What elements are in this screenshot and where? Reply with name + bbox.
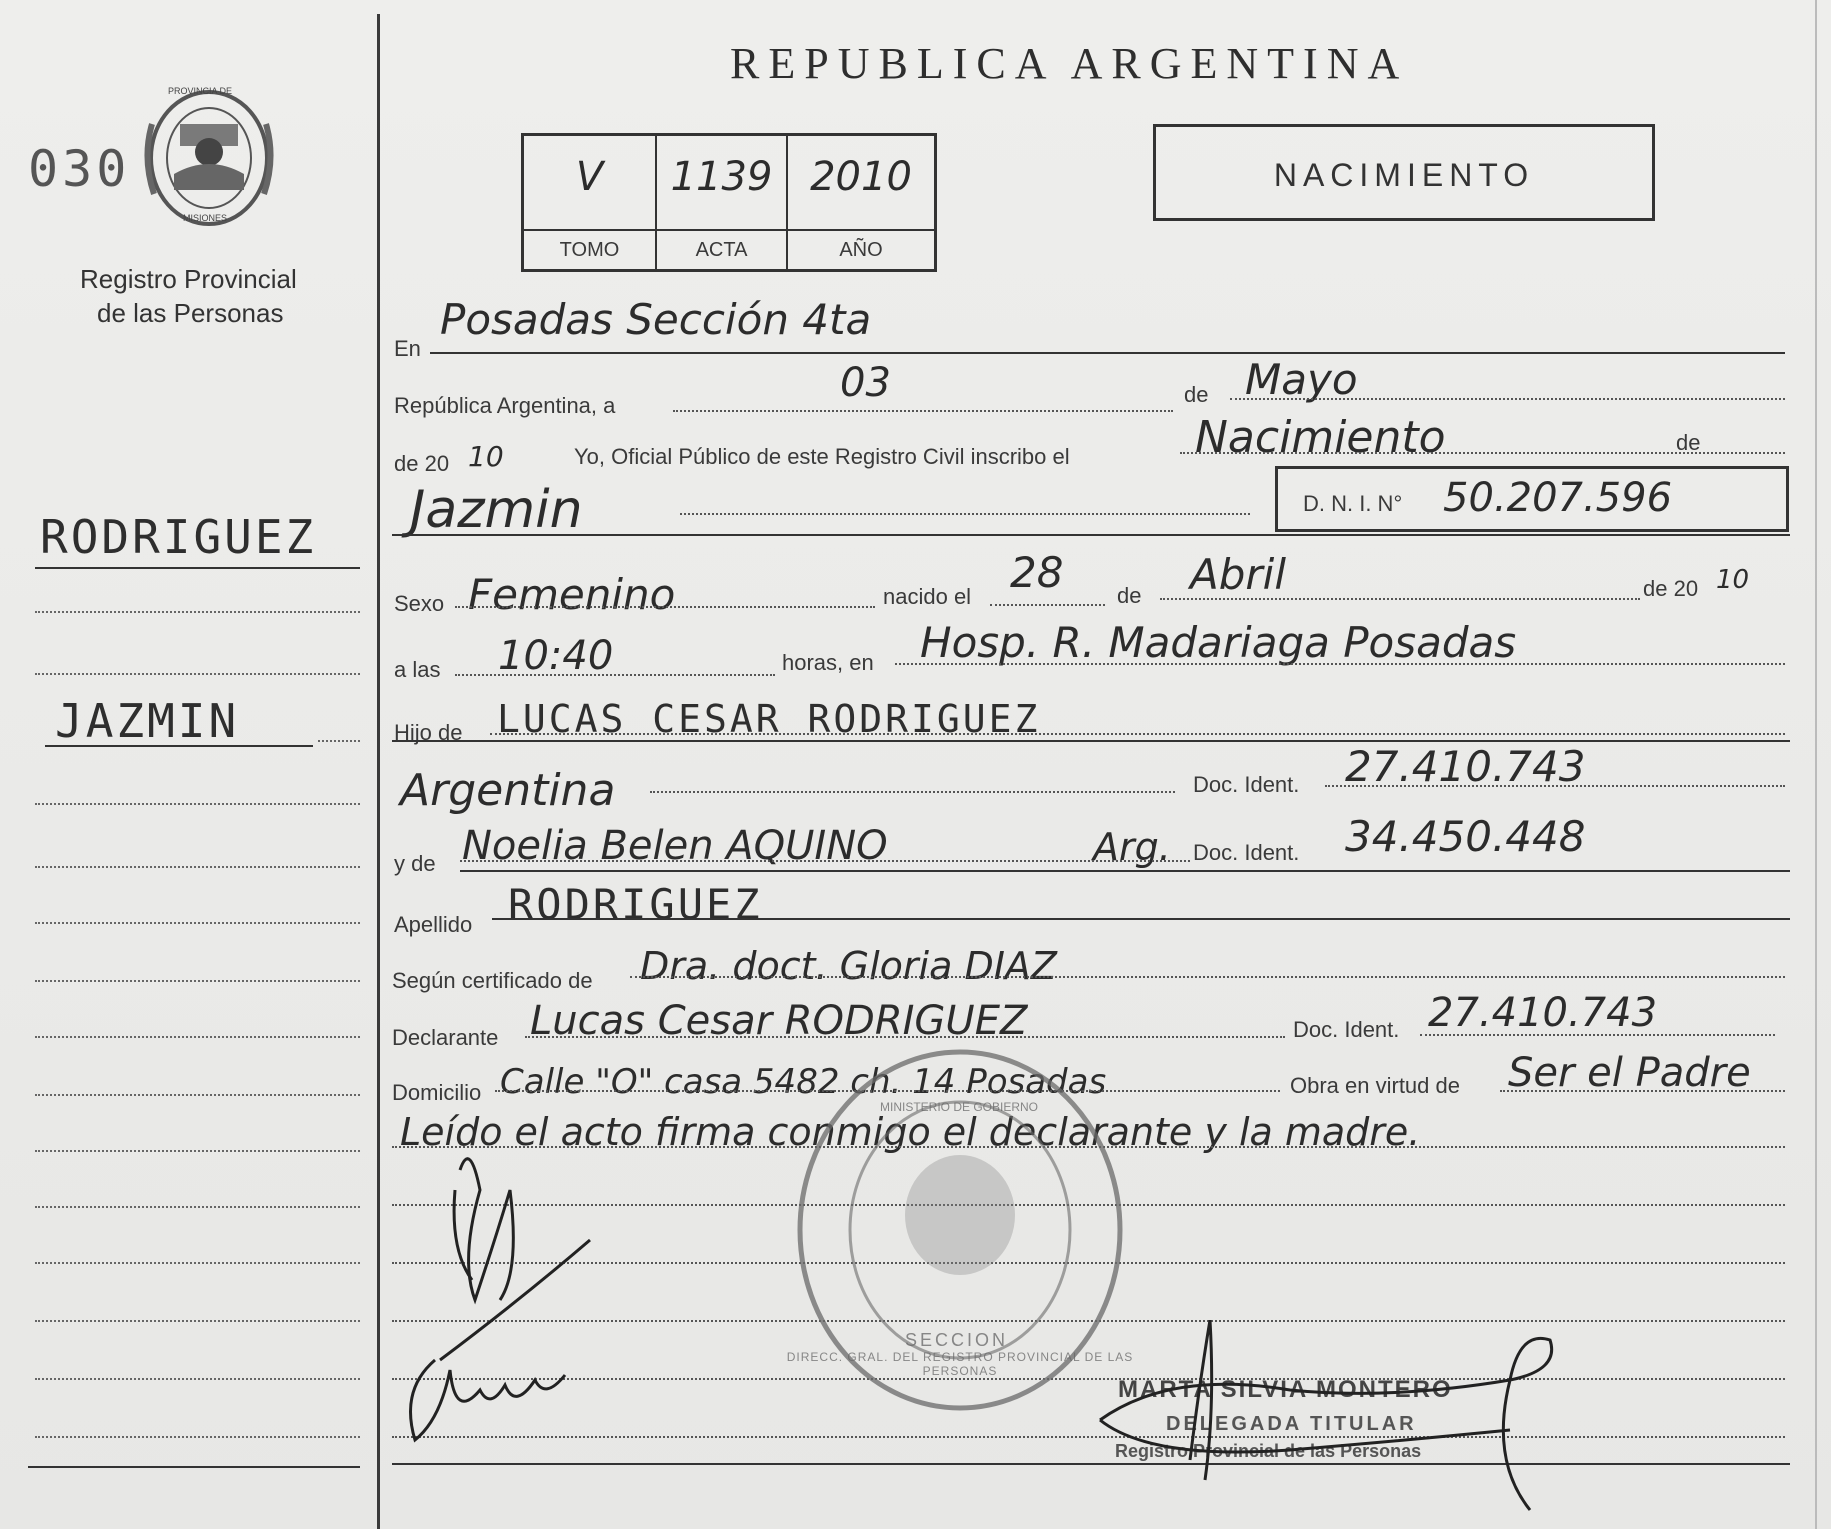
field-nacido-dia: 28 [1010,548,1064,597]
label-nacido: nacido el [883,584,972,609]
field-dia: 03 [840,360,891,406]
country-title: REPUBLICA ARGENTINA [730,39,1409,88]
label-apellido: Apellido [394,912,473,937]
field-padre-doc: 27.410.743 [1345,742,1586,791]
label-de20: de 20 [394,451,450,476]
provincial-seal-icon [134,84,284,232]
field-declarante: Lucas Cesar RODRIGUEZ [530,998,1028,1044]
line-madre-solid [460,870,1790,872]
anio-value: 2010 [810,154,912,200]
field-lugar: Posadas Sección 4ta [440,295,872,344]
field-madre: Noelia Belen AQUINO [462,823,888,869]
line-certificado [630,976,1785,978]
line-nacido-mes [1160,598,1640,600]
seal-text-bottom: MISIONES [183,213,228,223]
stamp-ring-text: DIRECC. GRAL. DEL REGISTRO PROVINCIAL DE LAS PERSONAS [786,1350,1134,1378]
label-a-las: a las [394,657,441,682]
label-sexo: Sexo [394,591,445,616]
line-lugar-nac [895,663,1785,665]
label-republica: República Argentina, a [394,393,616,418]
official-name: MARTA SILVIA MONTERO [1118,1376,1453,1403]
label-dni: D. N. I. N° [1303,491,1403,516]
label-de-day: de [1117,583,1142,608]
acta-label: ACTA [695,239,748,261]
field-padre: LUCAS CESAR RODRIGUEZ [497,697,1041,741]
acta-cell [657,136,788,269]
label-de-mes: de [1184,382,1209,407]
margin-divider [377,14,380,1529]
table-divider [524,229,934,231]
anio-cell [788,136,934,269]
field-acto: Nacimiento [1195,412,1446,463]
field-nacido-mes: Abril [1190,550,1286,599]
label-horas-en: horas, en [782,650,874,675]
sidebar-name-line [45,745,313,747]
sidebar-line [35,1150,360,1152]
field-sexo: Femenino [468,570,676,619]
line-nombre [680,513,1250,515]
line-declarante-doc [1420,1034,1775,1036]
field-domicilio: Calle "O" casa 5482 ch. 14 Posadas [500,1062,1107,1102]
tomo-cell [524,136,657,269]
stamp-section-text: SECCION [905,1330,1009,1350]
ruled-line [392,1436,1785,1438]
sidebar-line [35,1094,360,1096]
line-nombre-solid [392,534,1790,536]
sidebar-line [318,740,360,742]
document-type-box: NACIMIENTO [1153,124,1655,221]
official-office: Registro Provincial de las Personas [1115,1441,1422,1461]
line-padre-nac [650,791,1175,793]
sidebar-surname: RODRIGUEZ [40,510,317,564]
sidebar-line [35,673,360,675]
label-en: En [394,336,421,361]
label-y-de: y de [394,851,436,876]
line-dia [673,410,1173,412]
line-hora [455,674,775,676]
official-signature-icon [1090,1320,1570,1520]
sidebar-line [35,922,360,924]
label-hijo-de: Hijo de [394,720,463,745]
line-lugar [430,352,1785,354]
sidebar-line [35,1262,360,1264]
field-madre-nac: Arg. [1093,825,1171,869]
field-nombre: Jazmin [410,480,583,540]
line-padre [490,733,1785,735]
tomo-value: V [575,154,604,200]
label-obra: Obra en virtud de [1290,1073,1460,1098]
line-sexo [455,606,875,608]
line-mes [1230,398,1785,400]
page-edge [1815,0,1817,1529]
sidebar-line [35,1036,360,1038]
field-lectura: Leído el acto firma conmigo el declarante y la madre. [400,1110,1421,1154]
label-yo-oficial: Yo, Oficial Público de este Registro Civil inscribo el [574,444,1070,469]
sidebar-line [35,1436,360,1438]
sidebar-line [35,980,360,982]
official-title: DELEGADA TITULAR [1166,1413,1417,1435]
field-lugar-nac: Hosp. R. Madariaga Posadas [920,618,1517,667]
field-madre-doc: 34.450.448 [1345,812,1586,861]
label-de-after: de [1676,430,1701,455]
tomo-label: TOMO [559,239,620,261]
field-apellido: RODRIGUEZ [508,880,763,929]
registry-name-line1: Registro Provincial [80,264,297,294]
record-table [521,133,937,272]
line-apellido [492,918,1790,920]
field-declarante-doc: 27.410.743 [1428,990,1658,1036]
registry-name-line2: de las Personas [97,298,284,328]
field-dni: 50.207.596 [1443,475,1673,521]
mother-signature-icon [395,1330,595,1470]
label-segun: Según certificado de [392,968,593,993]
label-de20-birth: de 20 [1643,576,1699,601]
field-certificado: Dra. doct. Gloria DIAZ [640,944,1057,988]
seal-text-top: PROVINCIA DE [168,86,233,96]
sidebar-line [35,1206,360,1208]
line-madre [460,860,1190,862]
sidebar-line [35,1320,360,1322]
record-number: 030 [28,140,131,198]
label-doc-ident-declarante: Doc. Ident. [1293,1017,1400,1042]
label-doc-ident-madre: Doc. Ident. [1193,840,1300,865]
sidebar-given-name: JAZMIN [55,694,240,748]
line-obra [1500,1090,1785,1092]
label-domicilio: Domicilio [392,1080,482,1105]
field-mes: Mayo [1245,355,1358,404]
line-declarante [525,1036,1285,1038]
sidebar-line [35,803,360,805]
sidebar-bottom-line [28,1466,360,1468]
acta-value: 1139 [670,154,773,200]
label-declarante: Declarante [392,1025,499,1050]
line-acto [1180,452,1785,454]
sidebar-line [35,611,360,613]
sidebar-surname-line [35,567,360,569]
line-nacido-dia [990,604,1105,606]
line-padre-doc [1325,785,1785,787]
dni-box [1275,466,1789,532]
field-nacido-anio: 10 [1716,565,1750,595]
field-padre-nac: Argentina [400,765,616,816]
field-hora: 10:40 [498,633,614,679]
field-obra: Ser el Padre [1508,1050,1751,1096]
anio-label: AÑO [839,239,883,261]
stamp-inner-text: MINISTERIO DE GOBIERNO [880,1100,1039,1114]
sidebar-line [35,1378,360,1380]
sidebar-line [35,866,360,868]
field-anio-short: 10 [468,440,504,473]
label-doc-ident: Doc. Ident. [1193,772,1300,797]
